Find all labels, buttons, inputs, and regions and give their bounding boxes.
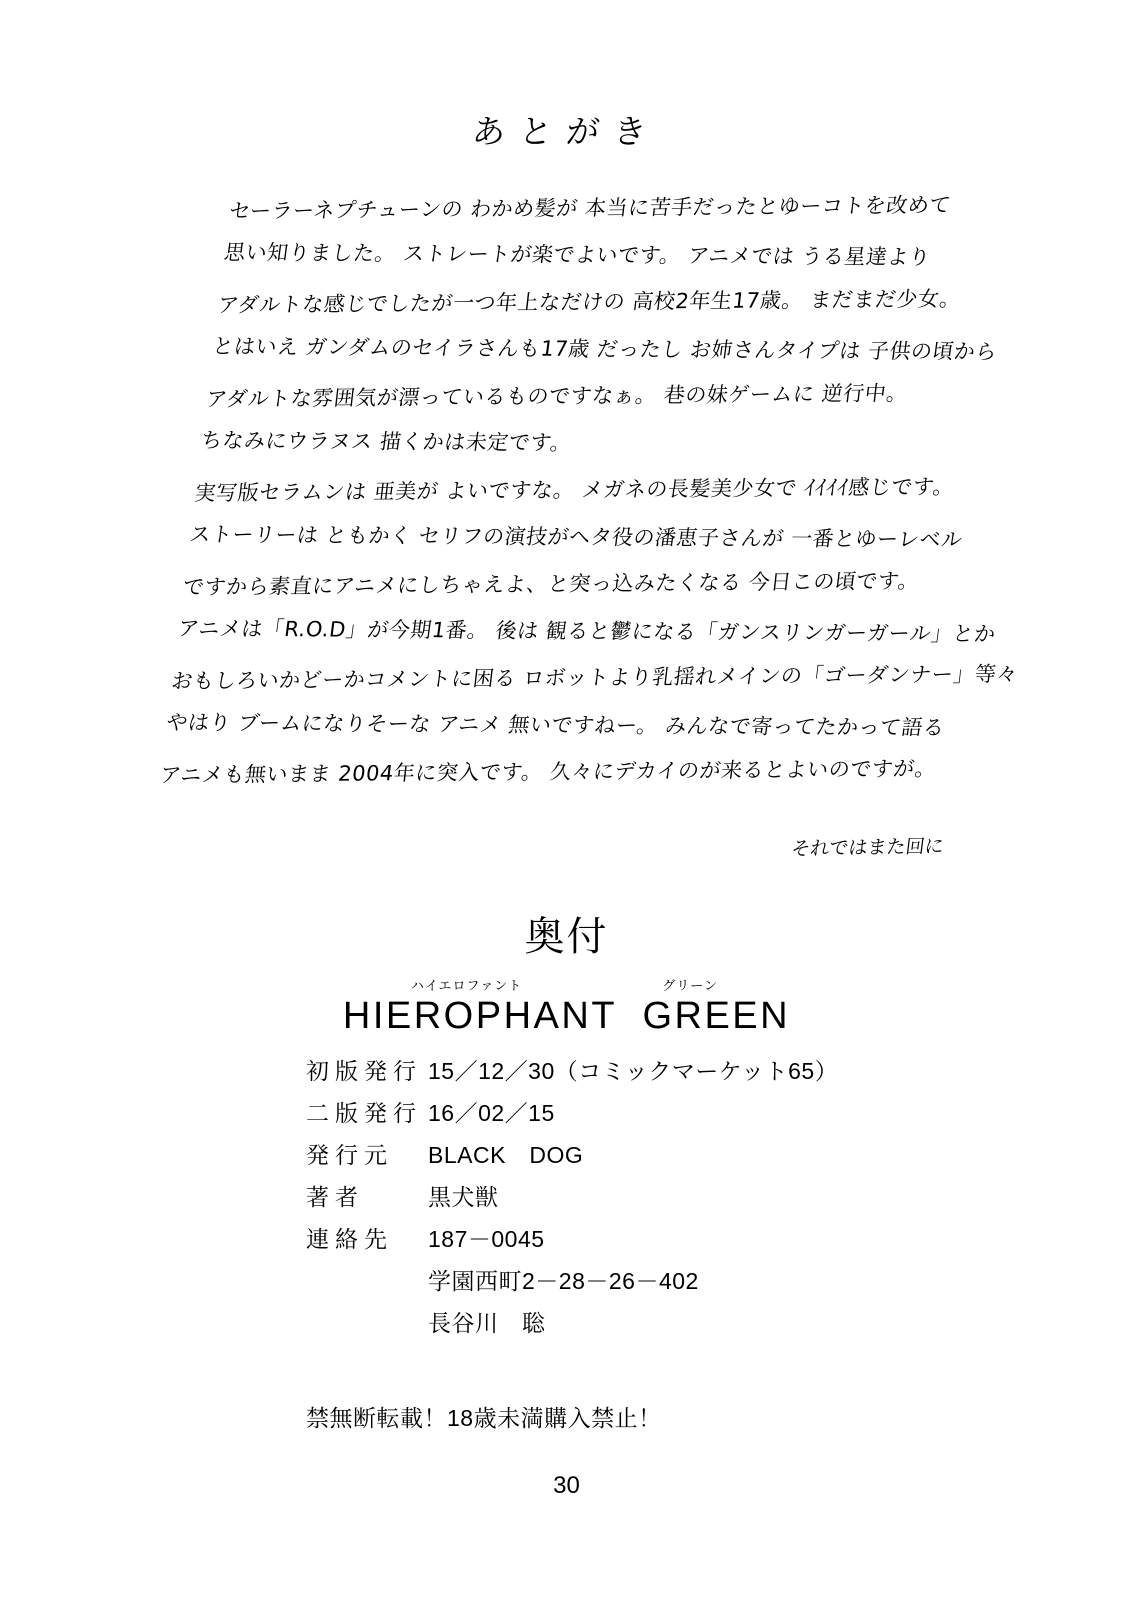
imprint-value: BLACK DOG bbox=[428, 1142, 584, 1168]
afterword-line: アダルトな感じでしたが一つ年上なだけの 高校2年生17歳。 まだまだ少女。 bbox=[216, 286, 963, 318]
title-ruby-right: グリーン bbox=[662, 979, 718, 994]
imprint-value: 黒犬獣 bbox=[428, 1184, 499, 1210]
afterword-title: あとがき bbox=[470, 112, 663, 151]
imprint-row bbox=[0, 1302, 1133, 1344]
imprint-label: 発行元 bbox=[306, 1142, 393, 1168]
publication-title: HIEROPHANT GREEN bbox=[342, 995, 791, 1037]
imprint-value: 学園西町2－28－26－402 bbox=[428, 1268, 699, 1294]
colophon-title-block bbox=[0, 975, 1133, 1038]
afterword-line: 実写版セラムンは 亜美が よいですな。 メガネの長髪美少女で ｲｲｲｲ感じです。 bbox=[193, 474, 956, 506]
title-ruby-left: ハイエロファント bbox=[411, 979, 523, 994]
imprint-row bbox=[0, 1218, 1133, 1260]
imprint-label: 二版発行 bbox=[306, 1100, 422, 1126]
afterword-line: アニメは「R.O.D」が今期1番。 後は 観ると鬱になる「ガンスリンガーガール」とか bbox=[176, 616, 998, 647]
afterword-line: ちなみにウラヌス 描くかは未定です。 bbox=[199, 428, 574, 455]
imprint-label bbox=[306, 1302, 428, 1344]
imprint-value: 187－0045 bbox=[428, 1226, 545, 1252]
imprint-value: 15／12／30（コミックマーケット65） bbox=[428, 1058, 839, 1084]
imprint-value: 16／02／15 bbox=[428, 1100, 555, 1126]
imprint-row bbox=[0, 1176, 1133, 1218]
imprint-row bbox=[0, 1050, 1133, 1092]
afterword-line: とはいえ ガンダムのセイラさんも17歳 だったし お姉さんタイプは 子供の頃から bbox=[211, 334, 999, 364]
imprint-label bbox=[306, 1260, 428, 1302]
afterword-line: ですから素直にアニメにしちゃえよ、と突っ込みたくなる 今日この頃です。 bbox=[181, 568, 921, 600]
imprint-table bbox=[0, 1050, 1133, 1344]
afterword-line: 思い知りました。 ストレートが楽でよいです。 アニメでは うる星達より bbox=[222, 240, 932, 270]
afterword-line: アダルトな雰囲気が漂っているものですなぁ。 巷の妹ゲームに 逆行中。 bbox=[204, 381, 910, 412]
imprint-label: 著者 bbox=[306, 1184, 364, 1210]
afterword-body bbox=[157, 185, 1020, 796]
imprint-value: 長谷川 聡 bbox=[428, 1310, 546, 1336]
imprint-row bbox=[0, 1260, 1133, 1302]
afterword-line: セーラーネプチューンの わかめ髪が 本当に苦手だったとゆーコトを改めて bbox=[227, 192, 953, 224]
afterword-line: ストーリーは ともかく セリフの演技がヘタ役の潘恵子さんが 一番とゆーレベル bbox=[188, 522, 965, 552]
copyright-notice: 禁無断転載！18歳未満購入禁止！ bbox=[306, 1405, 662, 1431]
afterword-line: アニメも無いまま 2004年に突入です。 久々にデカイのが来るとよいのですが。 bbox=[158, 756, 938, 788]
imprint-label: 連絡先 bbox=[306, 1226, 393, 1252]
imprint-row bbox=[0, 1134, 1133, 1176]
colophon-heading: 奥付 bbox=[524, 914, 609, 960]
imprint-label: 初版発行 bbox=[306, 1058, 422, 1084]
afterword-line: おもしろいかどーかコメントに困る ロボットより乳揺れメインの「ゴーダンナー」等々 bbox=[170, 661, 1020, 694]
page-number: 30 bbox=[553, 1472, 580, 1499]
imprint-row bbox=[0, 1092, 1133, 1134]
title-ruby-row bbox=[0, 975, 1133, 994]
afterword-signoff: それではまた回に bbox=[789, 835, 946, 861]
afterword-line: やはり ブームになりそーな アニメ 無いですねー。 みんなで寄ってたかって語る bbox=[164, 710, 947, 740]
